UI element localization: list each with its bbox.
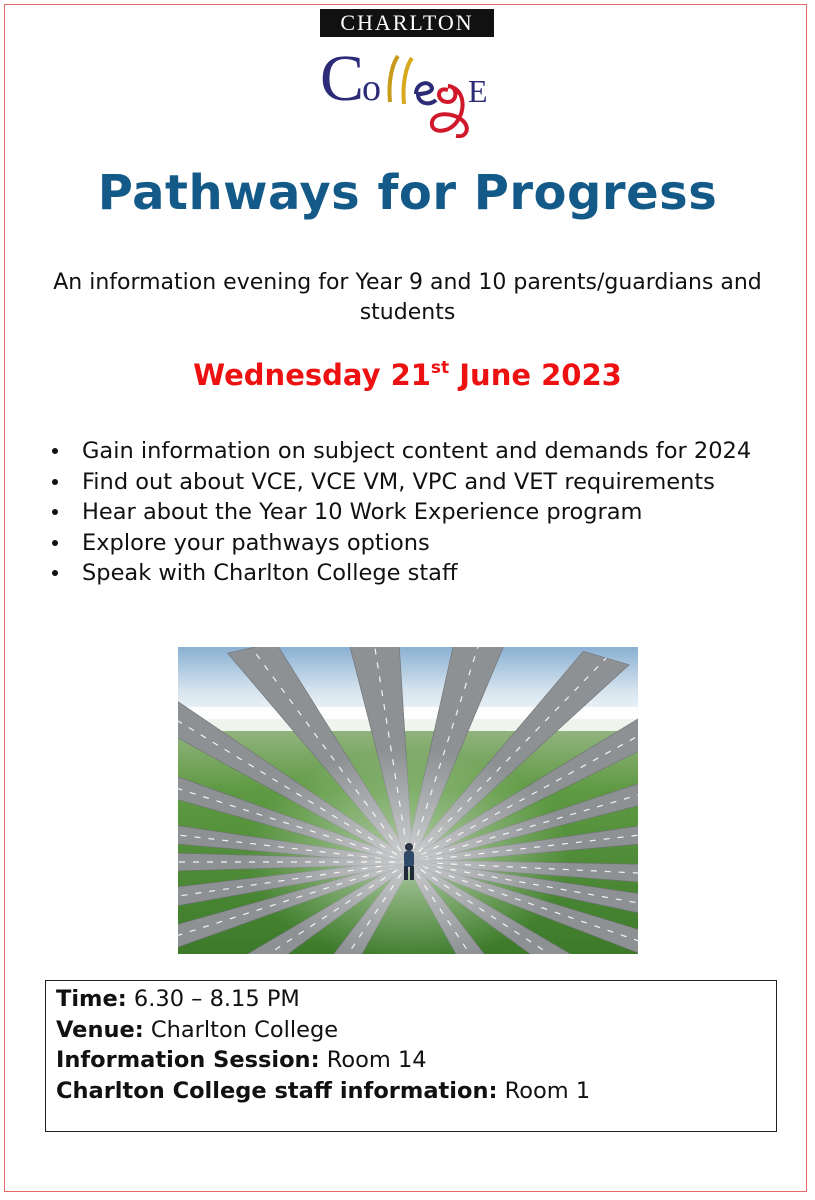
event-details-box	[45, 980, 777, 1132]
page-title: Pathways for Progress	[97, 165, 718, 221]
date-rest: June 2023	[449, 358, 622, 392]
bullet-item: Gain information on subject content and demands for 2024	[36, 436, 806, 467]
crossroads-photo	[178, 647, 638, 954]
charlton-college-logo	[318, 8, 496, 138]
bullet-item: Explore your pathways options	[36, 528, 806, 559]
detail-info-session: Information Session: Room 14	[56, 1047, 427, 1073]
detail-time: Time: 6.30 – 8.15 PM	[56, 986, 300, 1012]
bullet-dot-icon	[52, 509, 58, 515]
date-ordinal: st	[430, 358, 450, 378]
subtitle: An information evening for Year 9 and 10 parents/guardians and students	[53, 270, 762, 325]
svg-text:E: E	[468, 73, 488, 109]
bullet-dot-icon	[52, 570, 58, 576]
logo-top-text: CHARLTON	[320, 9, 494, 37]
bullet-dot-icon	[52, 448, 58, 454]
bullet-item: Speak with Charlton College staff	[36, 558, 806, 589]
detail-staff-info: Charlton College staff information: Room 1	[56, 1077, 591, 1104]
info-bullet-list	[36, 436, 806, 589]
logo-script-icon	[318, 42, 496, 138]
detail-venue: Venue: Charlton College	[56, 1016, 339, 1043]
event-date	[0, 358, 815, 392]
bullet-dot-icon	[52, 540, 58, 546]
bullet-dot-icon	[52, 479, 58, 485]
date-prefix: Wednesday 21	[193, 358, 431, 392]
bullet-item: Find out about VCE, VCE VM, VPC and VET requirements	[36, 467, 806, 498]
svg-text:o: o	[362, 67, 381, 109]
bullet-item: Hear about the Year 10 Work Experience program	[36, 497, 806, 528]
svg-text:C: C	[320, 42, 365, 115]
